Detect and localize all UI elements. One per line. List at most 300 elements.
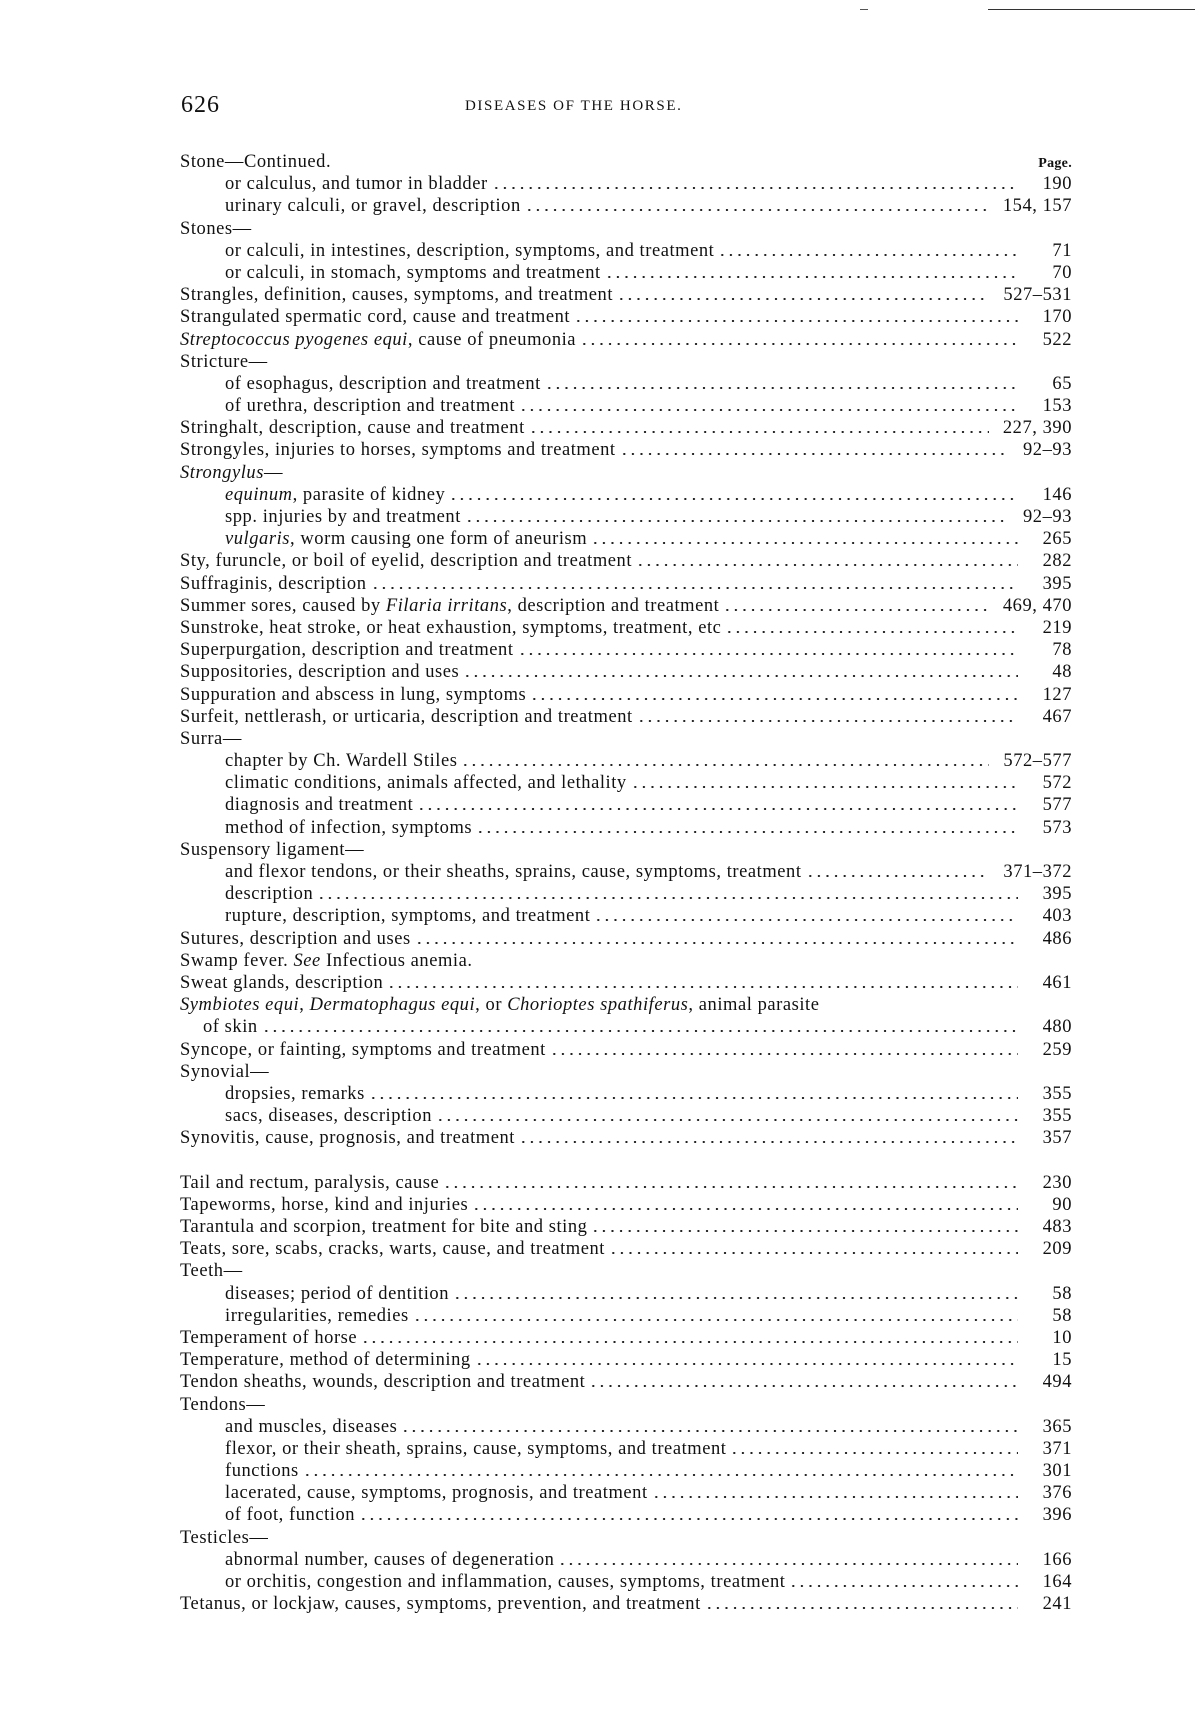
dot-leader — [401, 1430, 1018, 1432]
entry-text — [180, 1127, 515, 1149]
entry-text — [180, 1549, 554, 1571]
entry-text-part: Tarantula and scorpion, treatment for bite and sting — [180, 1217, 588, 1237]
dot-leader — [461, 764, 989, 766]
index-entry — [180, 1216, 1072, 1238]
entry-page-ref: 527–531 — [1003, 285, 1072, 306]
entry-text — [180, 883, 313, 905]
scan-mark — [860, 9, 868, 10]
index-entry — [180, 1371, 1072, 1393]
dot-leader — [605, 276, 1018, 278]
dot-leader — [359, 1518, 1018, 1520]
index-entry — [180, 1460, 1072, 1482]
dot-leader — [472, 1208, 1018, 1210]
index-entry — [180, 1394, 1072, 1416]
entry-page-ref: 522 — [1042, 329, 1072, 350]
dot-leader — [525, 209, 989, 211]
page-number: 626 — [181, 92, 220, 118]
dot-leader — [718, 254, 1018, 256]
entry-page-ref: 365 — [1042, 1416, 1072, 1437]
entry-page-ref: 15 — [1052, 1350, 1072, 1371]
entry-text-part: diagnosis and treatment — [225, 795, 414, 816]
index-entry — [180, 839, 1072, 861]
entry-text — [180, 1194, 468, 1216]
entry-text — [180, 284, 613, 306]
entry-page-ref: 265 — [1042, 529, 1072, 550]
entry-text — [180, 950, 473, 972]
entry-text — [180, 506, 461, 528]
entry-page-ref: 78 — [1052, 640, 1072, 661]
entry-text-part: Testicles— — [180, 1527, 269, 1548]
entry-page-ref: 146 — [1042, 484, 1072, 505]
entry-text-part: Surfeit, nettlerash, or urticaria, description and treatment — [180, 706, 633, 727]
entry-italic-text: Strongylus — [180, 462, 264, 483]
entry-text — [180, 351, 268, 373]
index-entry — [180, 151, 1072, 173]
index-entry — [180, 1327, 1072, 1349]
entry-text — [180, 639, 514, 661]
entry-text — [180, 417, 525, 439]
entry-page-ref: 58 — [1052, 1305, 1072, 1326]
index-entry — [180, 1016, 1072, 1038]
entry-text — [180, 240, 714, 262]
index-entry — [180, 462, 1072, 484]
dot-leader — [387, 986, 1018, 988]
dot-leader — [492, 187, 1018, 189]
entry-text — [180, 1238, 605, 1260]
entry-page-ref: 71 — [1052, 240, 1072, 261]
index-entry — [180, 329, 1072, 351]
entry-page-ref: 376 — [1042, 1483, 1072, 1504]
index-entry — [180, 950, 1072, 972]
entry-page-ref: 282 — [1042, 551, 1072, 572]
entry-text — [180, 462, 283, 484]
entry-text-part: climatic conditions, animals affected, and lethality — [225, 773, 627, 794]
index-entry — [180, 1127, 1072, 1149]
entry-page-ref: 209 — [1042, 1239, 1072, 1260]
dot-leader — [574, 320, 1018, 322]
index-entry — [180, 528, 1072, 550]
entry-text-part: Stones— — [180, 218, 252, 239]
dot-leader — [449, 498, 1018, 500]
entry-page-ref: 127 — [1042, 684, 1072, 705]
dot-leader — [519, 1141, 1018, 1143]
entry-page-ref: 480 — [1042, 1017, 1072, 1038]
entry-text-part: and muscles, diseases — [225, 1416, 398, 1437]
index-entry — [180, 351, 1072, 373]
index-entry — [180, 1194, 1072, 1216]
entry-text-part: sacs, diseases, description — [225, 1106, 432, 1127]
entry-text-part: description — [225, 884, 314, 905]
index-entry — [180, 1482, 1072, 1504]
scan-rule — [988, 9, 1195, 10]
dot-leader — [475, 1363, 1018, 1365]
entry-page-ref: 190 — [1042, 174, 1072, 195]
entry-italic-text: vulgaris — [225, 529, 291, 550]
entry-text-part: , — [299, 995, 310, 1016]
entry-text-part: Suppositories, description and uses — [180, 662, 460, 683]
dot-leader — [631, 786, 1018, 788]
entry-page-ref: 70 — [1052, 262, 1072, 283]
entry-text — [180, 1482, 648, 1504]
index-entry — [180, 750, 1072, 772]
entry-text-part: , parasite of kidney — [292, 484, 446, 505]
dot-leader — [453, 1297, 1018, 1299]
dot-leader — [369, 1097, 1018, 1099]
entry-text-part: Temperament of horse — [180, 1327, 358, 1348]
entry-text — [180, 861, 802, 883]
index-entry — [180, 1039, 1072, 1061]
entry-text — [180, 728, 242, 750]
entry-text-part: or calculus, and tumor in bladder — [225, 174, 488, 195]
entry-text-part: , description and treatment — [507, 595, 720, 616]
entry-text — [180, 684, 526, 706]
dot-leader — [529, 431, 989, 433]
entry-text — [180, 1460, 299, 1482]
entry-text — [180, 1327, 357, 1349]
index-entry — [180, 1083, 1072, 1105]
entry-text-part: Temperature, method of determining — [180, 1350, 471, 1371]
entry-text — [180, 750, 457, 772]
entry-italic-text: Symbiotes equi — [180, 995, 300, 1016]
entry-italic-text: Chorioptes spathiferus — [507, 995, 689, 1016]
index-entry — [180, 1349, 1072, 1371]
entry-text — [180, 573, 367, 595]
section-gap — [180, 1149, 1072, 1171]
entry-text-part: Sunstroke, heat stroke, or heat exhaustion, symptoms, treatment, etc — [180, 617, 722, 638]
page-column-label: Page. — [1038, 156, 1072, 171]
entry-text — [180, 173, 488, 195]
index-entry — [180, 1172, 1072, 1194]
dot-leader — [617, 298, 989, 300]
entry-text — [180, 1416, 397, 1438]
entry-text — [180, 905, 590, 927]
entry-text-part: flexor, or their sheath, sprains, cause, symptoms, and treatment — [225, 1438, 727, 1459]
entry-page-ref: 396 — [1042, 1505, 1072, 1526]
entry-page-ref: 259 — [1042, 1039, 1072, 1060]
index-entry — [180, 728, 1072, 750]
entry-text-part: urinary calculi, or gravel, description — [225, 196, 521, 217]
entry-text-part: Tendon sheaths, wounds, description and treatment — [180, 1372, 586, 1393]
entry-text-part: of foot, function — [225, 1505, 356, 1526]
entry-page-ref: 227, 390 — [1002, 418, 1072, 439]
entry-text — [180, 661, 459, 683]
dot-leader — [545, 387, 1018, 389]
entry-text-part: Stricture— — [180, 351, 268, 372]
index-entry — [180, 195, 1072, 217]
entry-text — [180, 972, 383, 994]
entry-text — [180, 1504, 355, 1526]
entry-page-ref: 301 — [1042, 1461, 1072, 1482]
index-entry — [180, 861, 1072, 883]
index-entry — [180, 506, 1072, 528]
dot-leader — [443, 1186, 1018, 1188]
dot-leader — [436, 1119, 1018, 1121]
index-entry — [180, 173, 1072, 195]
entry-text — [180, 373, 541, 395]
entry-text — [180, 395, 515, 417]
dot-leader — [589, 1385, 1018, 1387]
entry-text-part: Stone—Continued. — [180, 152, 332, 172]
index-entry — [180, 262, 1072, 284]
entry-text — [180, 1016, 258, 1038]
entry-page-ref: 170 — [1042, 307, 1072, 328]
entry-page-ref: 219 — [1042, 617, 1072, 638]
entry-page-ref: 164 — [1042, 1572, 1072, 1592]
dot-leader — [580, 343, 1018, 345]
entry-text-part: Summer sores, caused by — [180, 595, 386, 616]
entry-text — [180, 817, 472, 839]
dot-leader — [806, 875, 990, 877]
entry-page-ref: 577 — [1042, 795, 1072, 816]
entry-text — [180, 151, 331, 173]
entry-text-part: method of infection, symptoms — [225, 817, 473, 838]
index-entry — [180, 373, 1072, 395]
entry-text-part: or orchitis, congestion and inflammation, causes, symptoms, treatment — [225, 1572, 786, 1592]
index-entry — [180, 439, 1072, 461]
dot-leader — [550, 1053, 1018, 1055]
dot-leader — [591, 1230, 1018, 1232]
entry-text — [180, 262, 601, 284]
dot-leader — [594, 919, 1018, 921]
entry-page-ref: 573 — [1042, 817, 1072, 838]
entry-text — [180, 706, 633, 728]
index-entry — [180, 706, 1072, 728]
dot-leader — [476, 831, 1018, 833]
entry-text-part: Suspensory ligament— — [180, 839, 365, 860]
entry-text — [180, 1571, 785, 1593]
entry-page-ref: 395 — [1042, 884, 1072, 905]
entry-text-part: Sutures, description and uses — [180, 928, 411, 949]
entry-page-ref: 154, 157 — [1002, 196, 1072, 217]
entry-text-part: Synovitis, cause, prognosis, and treatment — [180, 1128, 515, 1149]
dot-leader — [620, 453, 1009, 455]
entry-text-part: Superpurgation, description and treatment — [180, 640, 514, 661]
index-entry — [180, 639, 1072, 661]
entry-text-part: Suffraginis, description — [180, 573, 367, 594]
index-entry — [180, 1238, 1072, 1260]
index-entry — [180, 1305, 1072, 1327]
entry-text-part: , cause of pneumonia — [407, 329, 577, 350]
entry-page-ref: 483 — [1042, 1217, 1072, 1237]
index-entry — [180, 218, 1072, 240]
index-entry — [180, 573, 1072, 595]
entry-page-ref: 486 — [1042, 928, 1072, 949]
entry-page-ref: 92–93 — [1023, 507, 1072, 527]
dot-leader — [789, 1585, 1018, 1587]
index-entry — [180, 817, 1072, 839]
index-entry — [180, 972, 1072, 994]
entry-text-part: Tapeworms, horse, kind and injuries — [180, 1194, 469, 1215]
entry-page-ref: 395 — [1042, 573, 1072, 594]
entry-text — [180, 794, 413, 816]
entry-text — [180, 439, 616, 461]
entry-page-ref: 230 — [1042, 1172, 1072, 1193]
entry-text — [180, 617, 721, 639]
index-entry — [180, 1283, 1072, 1305]
index-entry — [180, 417, 1072, 439]
dot-leader — [652, 1496, 1018, 1498]
entry-text-part: Sweat glands, description — [180, 972, 384, 993]
entry-text-part: lacerated, cause, symptoms, prognosis, and treatment — [225, 1483, 648, 1504]
index-entry — [180, 484, 1072, 506]
entry-page-ref: 153 — [1042, 396, 1072, 417]
entry-text — [180, 1260, 243, 1282]
entry-text-part: Teats, sore, scabs, cracks, warts, cause, and treatment — [180, 1239, 606, 1260]
entry-page-ref: 92–93 — [1023, 440, 1072, 461]
entry-text — [180, 306, 570, 328]
entry-text — [180, 1438, 726, 1460]
entry-text — [180, 1105, 432, 1127]
dot-leader — [591, 542, 1018, 544]
entry-text-part: Suppuration and abscess in lung, symptoms — [180, 684, 527, 705]
dot-leader — [705, 1607, 1018, 1609]
entry-text-part: diseases; period of dentition — [225, 1283, 450, 1304]
dot-leader — [413, 1319, 1018, 1321]
dot-leader — [465, 520, 1009, 522]
entry-page-ref: 461 — [1042, 972, 1072, 993]
index-entry — [180, 1416, 1072, 1438]
entry-text-part: Syncope, or fainting, symptoms and treatment — [180, 1039, 546, 1060]
entry-page-ref: 90 — [1052, 1194, 1072, 1215]
entry-page-ref: 467 — [1042, 706, 1072, 727]
entry-text — [180, 1283, 449, 1305]
entry-page-ref: 357 — [1042, 1128, 1072, 1149]
entry-page-ref: 371 — [1042, 1438, 1072, 1459]
entry-text — [180, 218, 252, 240]
entry-italic-text: Dermatophagus equi — [309, 995, 476, 1016]
index-entry — [180, 1593, 1072, 1615]
index-entry — [180, 1549, 1072, 1571]
dot-leader — [415, 942, 1018, 944]
dot-leader — [463, 675, 1018, 677]
entry-text-part: chapter by Ch. Wardell Stiles — [225, 751, 458, 772]
entry-text-part: functions — [225, 1461, 299, 1482]
entry-text — [180, 1039, 546, 1061]
entry-text-part: Sty, furuncle, or boil of eyelid, description and treatment — [180, 551, 633, 572]
index-entry — [180, 794, 1072, 816]
entry-text-part: of esophagus, description and treatment — [225, 373, 541, 394]
entry-page-ref: 572–577 — [1003, 751, 1072, 772]
dot-leader — [371, 587, 1018, 589]
entry-text-part: — — [263, 462, 284, 483]
entry-text-part: , worm causing one form of aneurism — [290, 529, 588, 550]
entry-text — [180, 772, 627, 794]
entry-text-part: rupture, description, symptoms, and treatment — [225, 906, 591, 927]
dot-leader — [637, 720, 1018, 722]
entry-text — [180, 1371, 585, 1393]
entry-text — [180, 195, 521, 217]
dot-leader — [303, 1474, 1018, 1476]
index-entry — [180, 1105, 1072, 1127]
index-entry — [180, 928, 1072, 950]
dot-leader — [636, 564, 1018, 566]
dot-leader — [609, 1252, 1018, 1254]
entry-page-ref: 494 — [1042, 1372, 1072, 1393]
entry-text — [180, 839, 364, 861]
entry-page-ref: 469, 470 — [1002, 595, 1072, 616]
entry-page-ref: 10 — [1052, 1327, 1072, 1348]
entry-text — [180, 1061, 269, 1083]
entry-italic-text: Filaria irritans — [385, 595, 508, 616]
entry-text — [180, 1593, 701, 1615]
entry-text-part: Teeth— — [180, 1261, 243, 1282]
index-entry — [180, 240, 1072, 262]
entry-text-part: spp. injuries by and treatment — [225, 507, 461, 527]
entry-page-ref: 371–372 — [1003, 862, 1072, 882]
entry-text-part: , or — [475, 995, 508, 1016]
entry-text — [180, 528, 587, 550]
entry-page-ref: 241 — [1042, 1594, 1072, 1615]
index-entry — [180, 550, 1072, 572]
index-entry — [180, 1061, 1072, 1083]
entry-text-part: Infectious anemia. — [320, 950, 473, 971]
dot-leader — [262, 1030, 1018, 1032]
entry-text — [180, 1216, 587, 1238]
index-entry — [180, 905, 1072, 927]
entry-text — [180, 550, 632, 572]
index-entry — [180, 617, 1072, 639]
index-entry — [180, 661, 1072, 683]
dot-leader — [361, 1341, 1018, 1343]
dot-leader — [730, 1452, 1018, 1454]
entry-italic-text: Streptococcus pyogenes equi — [180, 329, 408, 350]
entry-text — [180, 1394, 265, 1416]
entry-text — [180, 1083, 365, 1105]
entry-text-part: Tetanus, or lockjaw, causes, symptoms, prevention, and treatment — [180, 1594, 701, 1615]
index-entry — [180, 395, 1072, 417]
entry-page-ref: 58 — [1052, 1283, 1072, 1304]
entry-text-part: Tendons— — [180, 1394, 266, 1415]
entry-text — [180, 1349, 471, 1371]
entry-text — [180, 595, 719, 617]
entry-text-part: or calculi, in stomach, symptoms and treatment — [225, 262, 601, 283]
entry-page-ref: 48 — [1052, 662, 1072, 683]
index-entry — [180, 306, 1072, 328]
index-entry — [180, 1527, 1072, 1549]
index-entry — [180, 284, 1072, 306]
entry-text — [180, 484, 445, 506]
entry-text-part: abnormal number, causes of degeneration — [225, 1549, 555, 1570]
entry-text-part: Strangulated spermatic cord, cause and treatment — [180, 307, 571, 328]
index-entry — [180, 684, 1072, 706]
entry-text-part: of urethra, description and treatment — [225, 396, 516, 417]
entry-text-part: , animal parasite — [688, 995, 820, 1016]
index-entry — [180, 1260, 1072, 1282]
dot-leader — [723, 609, 988, 611]
entry-page-ref: 355 — [1042, 1083, 1072, 1104]
dot-leader — [558, 1563, 1018, 1565]
index-entry — [180, 1504, 1072, 1526]
index-entry — [180, 1571, 1072, 1593]
dot-leader — [417, 808, 1018, 810]
index-entry — [180, 883, 1072, 905]
entry-text-part: Surra— — [180, 728, 242, 749]
entry-page-ref: 65 — [1052, 373, 1072, 394]
entry-text-part: Strangles, definition, causes, symptoms, and treatment — [180, 285, 614, 306]
entry-page-ref: 572 — [1042, 773, 1072, 794]
entry-text-part: Swamp fever. — [180, 950, 294, 971]
entry-text — [180, 994, 820, 1016]
entry-page-ref: 403 — [1042, 906, 1072, 927]
entry-text-part: of skin — [203, 1017, 258, 1038]
dot-leader — [518, 653, 1018, 655]
entry-text-part: or calculi, in intestines, description, symptoms, and treatment — [225, 240, 715, 261]
entry-page-ref: 166 — [1042, 1549, 1072, 1570]
entry-text — [180, 1172, 439, 1194]
dot-leader — [519, 409, 1018, 411]
entry-text-part: and flexor tendons, or their sheaths, sprains, cause, symptoms, treatment — [225, 862, 802, 882]
entry-text-part: Stringhalt, description, cause and treatment — [180, 418, 525, 439]
